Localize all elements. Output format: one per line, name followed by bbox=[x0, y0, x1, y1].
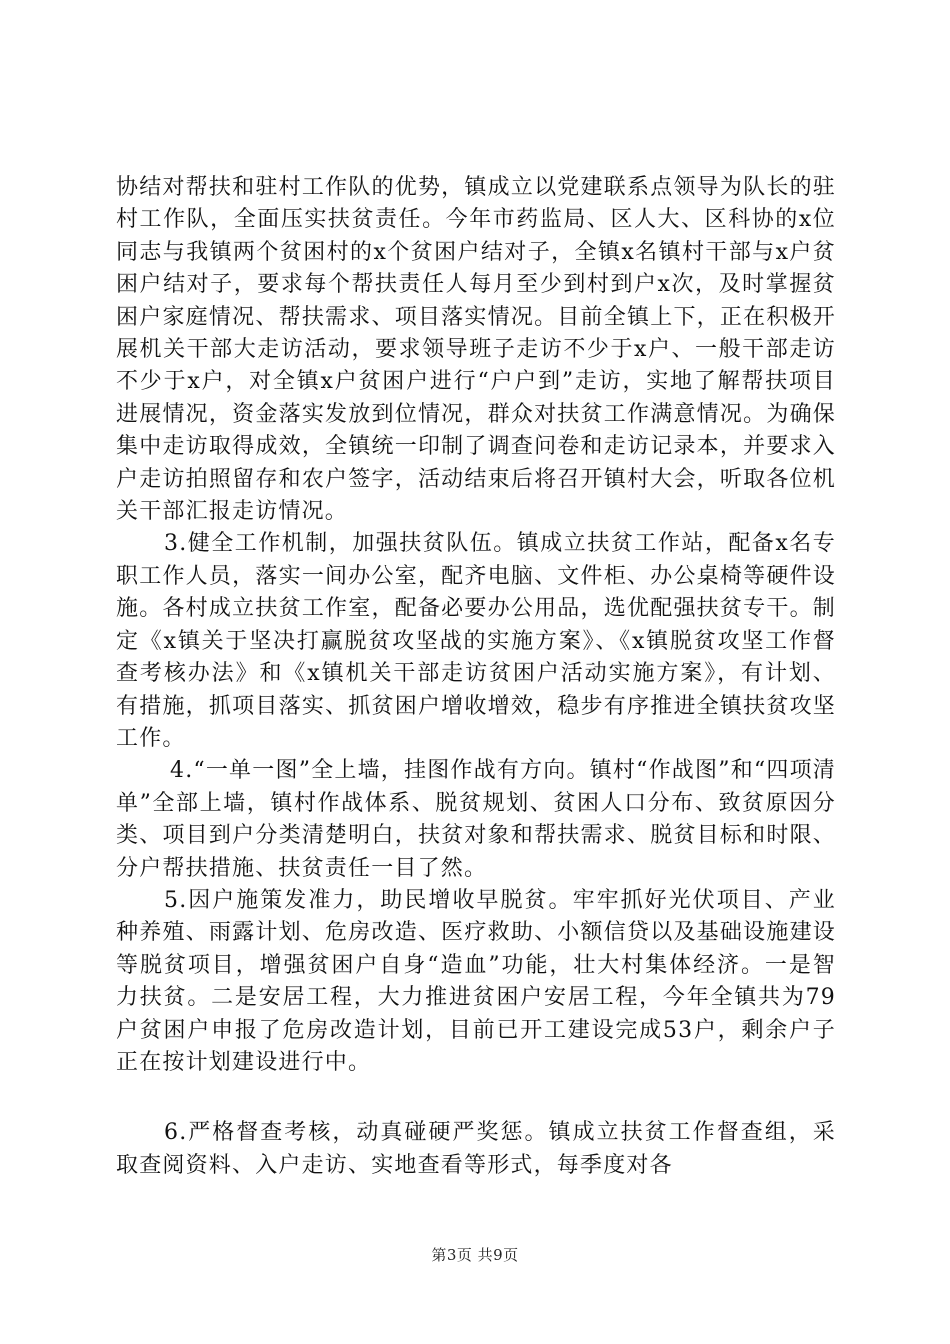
paragraph-one-list-one-map: 4.“一单一图”全上墙，挂图作战有方向。镇村“作战图”和“四项清单”全部上墙，镇村作战体系、脱贫规划、贫困人口分布、致贫原因分类、项目到户分类清楚明白，扶贫对象和帮扶需求、脱贫目标和时限、分户帮扶措施、扶贫责任一目了然。 bbox=[116, 758, 836, 881]
document-body bbox=[116, 172, 836, 1182]
paragraph-supervision: 6.严格督查考核，动真碰硬严奖惩。镇成立扶贫工作督查组，采取查阅资料、入户走访、实地查看等形式，每季度对各 bbox=[116, 1120, 836, 1178]
paragraph-pairing-assistance: 协结对帮扶和驻村工作队的优势，镇成立以党建联系点领导为队长的驻村工作队，全面压实扶贫责任。今年市药监局、区人大、区科协的x位同志与我镇两个贫困村的x个贫困户结对子，全镇x名镇村干部与x户贫困户结对子，要求每个帮扶责任人每月至少到村到户x次，及时掌握贫困户家庭情况、帮扶需求、项目落实情况。目前全镇上下，正在积极开展机关干部大走访活动，要求领导班子走访不少于x户、一般干部走访不少于x户，对全镇x户贫困户进行“户户到”走访，实地了解帮扶项目进展情况，资金落实发放到位情况，群众对扶贫工作满意情况。为确保集中走访取得成效，全镇统一印制了调查问卷和走访记录本，并要求入户走访拍照留存和农户签字，活动结束后将召开镇村大会，听取各位机关干部汇报走访情况。 bbox=[116, 175, 836, 525]
page-footer: 第3页 共9页 bbox=[431, 1246, 519, 1264]
paragraph-spacer bbox=[116, 1079, 836, 1117]
paragraph-targeted-measures: 5.因户施策发准力，助民增收早脱贫。牢牢抓好光伏项目、产业种养殖、雨露计划、危房改造、医疗救助、小额信贷以及基础设施建设等脱贫项目，增强贫困户自身“造血”功能，壮大村集体经济。一是智力扶贫。二是安居工程，大力推进贫困户安居工程，今年全镇共为79户贫困户申报了危房改造计划，目前已开工建设完成53户，剩余户子正在按计划建设进行中。 bbox=[116, 887, 836, 1075]
paragraph-work-mechanism: 3.健全工作机制，加强扶贫队伍。镇成立扶贫工作站，配备x名专职工作人员，落实一间办公室，配齐电脑、文件柜、办公桌椅等硬件设施。各村成立扶贫工作室，配备必要办公用品，选优配强扶贫专干。制定《x镇关于坚决打赢脱贫攻坚战的实施方案》、《x镇脱贫攻坚工作督查考核办法》和《x镇机关干部走访贫困户活动实施方案》，有计划、有措施，抓项目落实、抓贫困户增收增效，稳步有序推进全镇扶贫攻坚工作。 bbox=[116, 531, 836, 751]
